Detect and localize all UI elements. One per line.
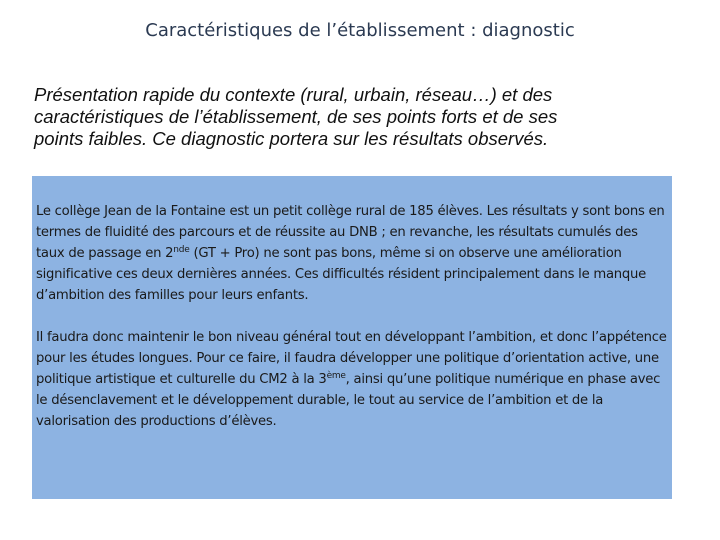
superscript: ème [326,371,346,381]
slide-title: Caractéristiques de l’établissement : diagnostic [145,20,575,41]
paragraph-text: Le collège Jean de la Fontaine est un petit collège rural de 185 élèves. Les résultats y sont bons en termes de fluidité des parcours et de réussite au DNB ; en revanche, les résultats cumulés des taux de passage en 2 [36,204,665,261]
intro-line: caractéristiques de l’établissement, de ses points forts et de ses [34,106,558,127]
intro-line: points faibles. Ce diagnostic portera sur les résultats observés. [34,128,549,149]
diagnostic-paragraph-1 [36,201,668,306]
paragraph-text: (GT + Pro) ne sont pas bons, même si on observe une amélioration significative ces deux dernières années. Ces difficultés résident principalement dans le manque d’ambition des familles pour leurs enfants. [36,246,647,303]
diagnostic-text-box [32,176,672,499]
intro-line: Présentation rapide du contexte (rural, urbain, réseau…) et des [34,84,553,105]
intro-instructions [34,84,694,150]
paragraph-text: , ainsi qu’une politique numérique en phase avec le désenclavement et le développement durable, le tout au service de l’ambition et de la valorisation des productions d’élèves. [36,372,661,429]
paragraph-text: Il faudra donc maintenir le bon niveau général tout en développant l’ambition, et donc l’appétence pour les études longues. Pour ce faire, il faudra développer une politique d’orientation active, une politique artistique et culturelle du CM2 à la 3 [36,330,667,387]
superscript: nde [173,245,190,255]
diagnostic-paragraph-2 [36,327,668,432]
